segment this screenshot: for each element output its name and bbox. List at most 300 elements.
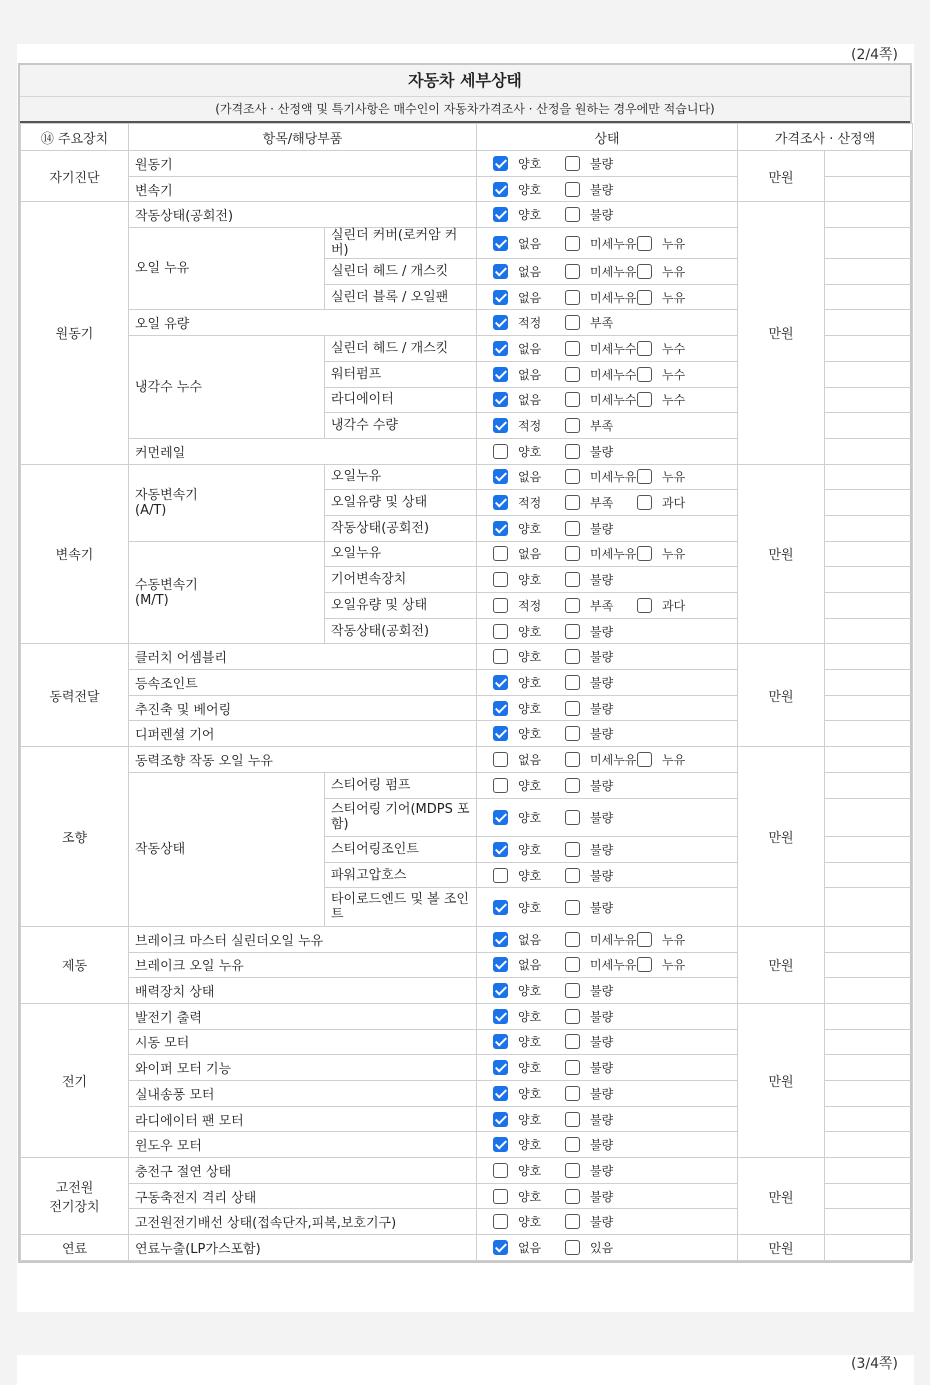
status-cell bbox=[477, 1235, 738, 1261]
item-cell: 등속조인트 bbox=[129, 670, 477, 696]
status-option bbox=[565, 597, 637, 614]
checked-checkbox-icon[interactable] bbox=[493, 341, 508, 356]
price-input-cell[interactable] bbox=[825, 862, 913, 888]
checked-checkbox-icon[interactable] bbox=[493, 1009, 508, 1024]
unchecked-checkbox-icon[interactable] bbox=[637, 932, 652, 947]
unchecked-checkbox-icon[interactable] bbox=[565, 932, 580, 947]
unchecked-checkbox-icon[interactable] bbox=[565, 572, 580, 587]
category-cell: 동력전달 bbox=[21, 644, 129, 747]
item-cell: 연료누출(LP가스포함) bbox=[129, 1235, 477, 1261]
price-input-cell[interactable] bbox=[825, 837, 913, 863]
status-option bbox=[493, 520, 565, 537]
checked-checkbox-icon[interactable] bbox=[493, 495, 508, 510]
price-input-cell[interactable] bbox=[825, 618, 913, 644]
status-cell bbox=[477, 151, 738, 177]
status-option bbox=[565, 1033, 637, 1050]
option-label: 미세누유 bbox=[590, 264, 637, 279]
unchecked-checkbox-icon[interactable] bbox=[565, 598, 580, 613]
status-option bbox=[493, 1162, 565, 1179]
item-cell: 시동 모터 bbox=[129, 1029, 477, 1055]
item-cell: 디퍼렌셜 기어 bbox=[129, 721, 477, 747]
status-option bbox=[493, 777, 565, 794]
unchecked-checkbox-icon[interactable] bbox=[565, 868, 580, 883]
checked-checkbox-icon[interactable] bbox=[493, 932, 508, 947]
unchecked-checkbox-icon[interactable] bbox=[565, 1009, 580, 1024]
status-option bbox=[493, 1239, 565, 1256]
price-unit-cell: 만원 bbox=[738, 747, 825, 927]
form-title: 자동차 세부상태 bbox=[20, 65, 910, 97]
status-option bbox=[493, 206, 565, 223]
status-option bbox=[493, 181, 565, 198]
option-label: 불량 bbox=[590, 521, 614, 536]
status-option bbox=[637, 366, 709, 383]
status-option bbox=[493, 1136, 565, 1153]
price-input-cell[interactable] bbox=[825, 202, 913, 228]
status-cell bbox=[477, 228, 738, 259]
unchecked-checkbox-icon[interactable] bbox=[565, 1137, 580, 1152]
option-label: 양호 bbox=[518, 573, 542, 588]
price-input-cell[interactable] bbox=[825, 284, 913, 310]
unchecked-checkbox-icon[interactable] bbox=[637, 264, 652, 279]
option-label: 있음 bbox=[590, 1240, 614, 1255]
checked-checkbox-icon[interactable] bbox=[493, 469, 508, 484]
unchecked-checkbox-icon[interactable] bbox=[565, 810, 580, 825]
unchecked-checkbox-icon[interactable] bbox=[637, 367, 652, 382]
sub-item-cell: 타이로드엔드 및 볼 조인트 bbox=[325, 888, 477, 927]
unchecked-checkbox-icon[interactable] bbox=[565, 726, 580, 741]
unchecked-checkbox-icon[interactable] bbox=[493, 624, 508, 639]
status-option bbox=[493, 700, 565, 717]
unchecked-checkbox-icon[interactable] bbox=[565, 649, 580, 664]
price-input-cell[interactable] bbox=[825, 670, 913, 696]
status-option bbox=[493, 155, 565, 172]
option-label: 불량 bbox=[590, 1086, 614, 1101]
price-input-cell[interactable] bbox=[825, 310, 913, 336]
price-input-cell[interactable] bbox=[825, 176, 913, 202]
unchecked-checkbox-icon[interactable] bbox=[565, 1112, 580, 1127]
sub-item-cell: 기어변속장치 bbox=[325, 567, 477, 593]
status-cell bbox=[477, 284, 738, 310]
option-label: 누유 bbox=[662, 236, 686, 251]
option-label: 불량 bbox=[590, 650, 614, 665]
checked-checkbox-icon[interactable] bbox=[493, 1240, 508, 1255]
unchecked-checkbox-icon[interactable] bbox=[565, 983, 580, 998]
status-cell bbox=[477, 1106, 738, 1132]
unchecked-checkbox-icon[interactable] bbox=[493, 572, 508, 587]
table-row bbox=[21, 151, 913, 177]
status-option bbox=[565, 1136, 637, 1153]
option-label: 양호 bbox=[518, 1086, 542, 1101]
status-option bbox=[637, 956, 709, 973]
option-label: 양호 bbox=[518, 650, 542, 665]
unchecked-checkbox-icon[interactable] bbox=[565, 315, 580, 330]
price-input-cell[interactable] bbox=[825, 747, 913, 773]
unchecked-checkbox-icon[interactable] bbox=[493, 752, 508, 767]
unchecked-checkbox-icon[interactable] bbox=[493, 546, 508, 561]
unchecked-checkbox-icon[interactable] bbox=[565, 367, 580, 382]
status-option bbox=[565, 956, 637, 973]
page-number: (2/4쪽) bbox=[851, 47, 898, 63]
checked-checkbox-icon[interactable] bbox=[493, 1086, 508, 1101]
price-input-cell[interactable] bbox=[825, 772, 913, 798]
checked-checkbox-icon[interactable] bbox=[493, 675, 508, 690]
unchecked-checkbox-icon[interactable] bbox=[637, 290, 652, 305]
option-label: 양호 bbox=[518, 727, 542, 742]
category-cell: 자기진단 bbox=[21, 151, 129, 202]
option-label: 없음 bbox=[518, 1240, 542, 1255]
price-unit-cell: 만원 bbox=[738, 644, 825, 747]
checked-checkbox-icon[interactable] bbox=[493, 842, 508, 857]
status-option bbox=[637, 263, 709, 280]
option-label: 양호 bbox=[518, 778, 542, 793]
unchecked-checkbox-icon[interactable] bbox=[565, 1214, 580, 1229]
status-option bbox=[565, 841, 637, 858]
price-input-cell[interactable] bbox=[825, 1235, 913, 1261]
status-option bbox=[565, 181, 637, 198]
price-input-cell[interactable] bbox=[825, 541, 913, 567]
status-cell bbox=[477, 387, 738, 413]
table-row bbox=[21, 1235, 913, 1261]
status-cell bbox=[477, 310, 738, 336]
page bbox=[17, 44, 914, 1312]
price-input-cell[interactable] bbox=[825, 1003, 913, 1029]
price-input-cell[interactable] bbox=[825, 695, 913, 721]
status-option bbox=[493, 443, 565, 460]
price-input-cell[interactable] bbox=[825, 228, 913, 259]
option-label: 부족 bbox=[590, 598, 614, 613]
price-input-cell[interactable] bbox=[825, 1132, 913, 1158]
status-cell bbox=[477, 1183, 738, 1209]
status-cell bbox=[477, 670, 738, 696]
unchecked-checkbox-icon[interactable] bbox=[565, 778, 580, 793]
unchecked-checkbox-icon[interactable] bbox=[565, 1240, 580, 1255]
item-cell: 고전원전기배선 상태(접속단자,피복,보호기구) bbox=[129, 1209, 477, 1235]
price-input-cell[interactable] bbox=[825, 1029, 913, 1055]
price-input-cell[interactable] bbox=[825, 567, 913, 593]
status-cell bbox=[477, 567, 738, 593]
checked-checkbox-icon[interactable] bbox=[493, 418, 508, 433]
price-input-cell[interactable] bbox=[825, 336, 913, 362]
status-option bbox=[565, 391, 637, 408]
option-label: 양호 bbox=[518, 1112, 542, 1127]
sub-item-cell: 실린더 블록 / 오일팬 bbox=[325, 284, 477, 310]
unchecked-checkbox-icon[interactable] bbox=[565, 1189, 580, 1204]
unchecked-checkbox-icon[interactable] bbox=[565, 624, 580, 639]
price-input-cell[interactable] bbox=[825, 593, 913, 619]
status-cell bbox=[477, 1132, 738, 1158]
item-group-cell: 작동상태 bbox=[129, 772, 325, 926]
option-label: 양호 bbox=[518, 842, 542, 857]
item-group-cell: 냉각수 누수 bbox=[129, 336, 325, 439]
option-label: 누수 bbox=[662, 393, 686, 408]
price-unit-cell: 만원 bbox=[738, 1158, 825, 1235]
unchecked-checkbox-icon[interactable] bbox=[565, 418, 580, 433]
status-option bbox=[493, 956, 565, 973]
sub-item-cell: 작동상태(공회전) bbox=[325, 515, 477, 541]
price-input-cell[interactable] bbox=[825, 413, 913, 439]
status-option bbox=[637, 391, 709, 408]
option-label: 미세누수 bbox=[590, 393, 637, 408]
status-cell bbox=[477, 695, 738, 721]
unchecked-checkbox-icon[interactable] bbox=[493, 649, 508, 664]
status-option bbox=[493, 545, 565, 562]
option-label: 미세누유 bbox=[590, 290, 637, 305]
checked-checkbox-icon[interactable] bbox=[493, 207, 508, 222]
unchecked-checkbox-icon[interactable] bbox=[493, 1214, 508, 1229]
status-option bbox=[565, 1111, 637, 1128]
unchecked-checkbox-icon[interactable] bbox=[637, 469, 652, 484]
unchecked-checkbox-icon[interactable] bbox=[565, 957, 580, 972]
unchecked-checkbox-icon[interactable] bbox=[565, 341, 580, 356]
unchecked-checkbox-icon[interactable] bbox=[493, 598, 508, 613]
status-cell bbox=[477, 259, 738, 285]
status-option bbox=[565, 366, 637, 383]
vehicle-detail-form bbox=[18, 63, 912, 1263]
option-label: 양호 bbox=[518, 1061, 542, 1076]
unchecked-checkbox-icon[interactable] bbox=[637, 598, 652, 613]
checked-checkbox-icon[interactable] bbox=[493, 1060, 508, 1075]
status-option bbox=[637, 235, 709, 252]
status-cell bbox=[477, 202, 738, 228]
status-option bbox=[565, 899, 637, 916]
status-cell bbox=[477, 464, 738, 490]
unchecked-checkbox-icon[interactable] bbox=[565, 1034, 580, 1049]
table-row bbox=[21, 926, 913, 952]
status-option bbox=[565, 571, 637, 588]
status-option bbox=[565, 725, 637, 742]
status-option bbox=[565, 867, 637, 884]
option-label: 적정 bbox=[518, 598, 542, 613]
checked-checkbox-icon[interactable] bbox=[493, 957, 508, 972]
status-option bbox=[493, 340, 565, 357]
sub-item-cell: 라디에이터 bbox=[325, 387, 477, 413]
status-option bbox=[493, 468, 565, 485]
unchecked-checkbox-icon[interactable] bbox=[637, 392, 652, 407]
unchecked-checkbox-icon[interactable] bbox=[637, 341, 652, 356]
status-option bbox=[565, 1059, 637, 1076]
table-header bbox=[21, 124, 913, 151]
status-cell bbox=[477, 336, 738, 362]
unchecked-checkbox-icon[interactable] bbox=[637, 236, 652, 251]
unchecked-checkbox-icon[interactable] bbox=[637, 495, 652, 510]
option-label: 양호 bbox=[518, 208, 542, 223]
unchecked-checkbox-icon[interactable] bbox=[565, 1163, 580, 1178]
unchecked-checkbox-icon[interactable] bbox=[493, 444, 508, 459]
price-input-cell[interactable] bbox=[825, 1158, 913, 1184]
status-option bbox=[493, 931, 565, 948]
unchecked-checkbox-icon[interactable] bbox=[565, 900, 580, 915]
category-cell: 고전원 전기장치 bbox=[21, 1158, 129, 1235]
status-option bbox=[637, 597, 709, 614]
option-label: 양호 bbox=[518, 868, 542, 883]
sub-item-cell: 실린더 헤드 / 개스킷 bbox=[325, 336, 477, 362]
status-option bbox=[493, 751, 565, 768]
price-input-cell[interactable] bbox=[825, 1106, 913, 1132]
price-input-cell[interactable] bbox=[825, 926, 913, 952]
unchecked-checkbox-icon[interactable] bbox=[565, 495, 580, 510]
unchecked-checkbox-icon[interactable] bbox=[565, 675, 580, 690]
option-label: 부족 bbox=[590, 316, 614, 331]
checked-checkbox-icon[interactable] bbox=[493, 156, 508, 171]
option-label: 없음 bbox=[518, 393, 542, 408]
checked-checkbox-icon[interactable] bbox=[493, 290, 508, 305]
price-input-cell[interactable] bbox=[825, 438, 913, 464]
unchecked-checkbox-icon[interactable] bbox=[637, 546, 652, 561]
status-option bbox=[565, 700, 637, 717]
price-input-cell[interactable] bbox=[825, 490, 913, 516]
table-row bbox=[21, 644, 913, 670]
status-option bbox=[493, 899, 565, 916]
price-input-cell[interactable] bbox=[825, 1055, 913, 1081]
option-label: 양호 bbox=[518, 1138, 542, 1153]
price-input-cell[interactable] bbox=[825, 721, 913, 747]
status-cell bbox=[477, 490, 738, 516]
category-cell: 원동기 bbox=[21, 202, 129, 464]
header-price: 가격조사 · 산정액 bbox=[738, 124, 913, 151]
unchecked-checkbox-icon[interactable] bbox=[493, 868, 508, 883]
price-input-cell[interactable] bbox=[825, 515, 913, 541]
checked-checkbox-icon[interactable] bbox=[493, 900, 508, 915]
status-option bbox=[493, 725, 565, 742]
price-input-cell[interactable] bbox=[825, 798, 913, 837]
status-option bbox=[565, 289, 637, 306]
status-option bbox=[493, 391, 565, 408]
status-option bbox=[565, 520, 637, 537]
option-label: 불량 bbox=[590, 1189, 614, 1204]
unchecked-checkbox-icon[interactable] bbox=[565, 1086, 580, 1101]
unchecked-checkbox-icon[interactable] bbox=[493, 1189, 508, 1204]
unchecked-checkbox-icon[interactable] bbox=[637, 957, 652, 972]
status-option bbox=[565, 1008, 637, 1025]
option-label: 불량 bbox=[590, 810, 614, 825]
checked-checkbox-icon[interactable] bbox=[493, 726, 508, 741]
option-label: 없음 bbox=[518, 290, 542, 305]
status-option bbox=[565, 545, 637, 562]
option-label: 불량 bbox=[590, 444, 614, 459]
price-input-cell[interactable] bbox=[825, 361, 913, 387]
item-group-cell: 자동변속기 (A/T) bbox=[129, 464, 325, 541]
item-cell: 구동축전지 격리 상태 bbox=[129, 1183, 477, 1209]
unchecked-checkbox-icon[interactable] bbox=[565, 752, 580, 767]
checked-checkbox-icon[interactable] bbox=[493, 810, 508, 825]
option-label: 불량 bbox=[590, 701, 614, 716]
price-input-cell[interactable] bbox=[825, 1209, 913, 1235]
price-input-cell[interactable] bbox=[825, 151, 913, 177]
price-input-cell[interactable] bbox=[825, 978, 913, 1004]
unchecked-checkbox-icon[interactable] bbox=[637, 752, 652, 767]
price-input-cell[interactable] bbox=[825, 387, 913, 413]
checked-checkbox-icon[interactable] bbox=[493, 392, 508, 407]
checked-checkbox-icon[interactable] bbox=[493, 1112, 508, 1127]
option-label: 누유 bbox=[662, 470, 686, 485]
status-cell bbox=[477, 952, 738, 978]
checked-checkbox-icon[interactable] bbox=[493, 521, 508, 536]
price-input-cell[interactable] bbox=[825, 464, 913, 490]
next-page bbox=[17, 1355, 914, 1385]
price-unit-cell: 만원 bbox=[738, 1235, 825, 1261]
price-input-cell[interactable] bbox=[825, 644, 913, 670]
header-status: 상태 bbox=[477, 124, 738, 151]
category-cell: 전기 bbox=[21, 1003, 129, 1157]
price-input-cell[interactable] bbox=[825, 1081, 913, 1107]
header-item: 항목/해당부품 bbox=[129, 124, 477, 151]
unchecked-checkbox-icon[interactable] bbox=[565, 156, 580, 171]
option-label: 누유 bbox=[662, 752, 686, 767]
unchecked-checkbox-icon[interactable] bbox=[565, 182, 580, 197]
status-cell bbox=[477, 413, 738, 439]
status-option bbox=[493, 841, 565, 858]
unchecked-checkbox-icon[interactable] bbox=[565, 392, 580, 407]
status-option bbox=[493, 494, 565, 511]
checked-checkbox-icon[interactable] bbox=[493, 236, 508, 251]
unchecked-checkbox-icon[interactable] bbox=[565, 842, 580, 857]
checked-checkbox-icon[interactable] bbox=[493, 264, 508, 279]
checked-checkbox-icon[interactable] bbox=[493, 1034, 508, 1049]
unchecked-checkbox-icon[interactable] bbox=[565, 701, 580, 716]
status-cell bbox=[477, 1209, 738, 1235]
unchecked-checkbox-icon[interactable] bbox=[565, 236, 580, 251]
checked-checkbox-icon[interactable] bbox=[493, 701, 508, 716]
checked-checkbox-icon[interactable] bbox=[493, 182, 508, 197]
option-label: 누수 bbox=[662, 367, 686, 382]
item-cell: 추진축 및 베어링 bbox=[129, 695, 477, 721]
sub-item-cell: 오일유량 및 상태 bbox=[325, 593, 477, 619]
unchecked-checkbox-icon[interactable] bbox=[565, 469, 580, 484]
status-option bbox=[493, 1111, 565, 1128]
unchecked-checkbox-icon[interactable] bbox=[493, 1163, 508, 1178]
price-input-cell[interactable] bbox=[825, 259, 913, 285]
option-label: 양호 bbox=[518, 444, 542, 459]
checked-checkbox-icon[interactable] bbox=[493, 983, 508, 998]
status-cell bbox=[477, 1003, 738, 1029]
option-label: 불량 bbox=[590, 1061, 614, 1076]
unchecked-checkbox-icon[interactable] bbox=[565, 546, 580, 561]
unchecked-checkbox-icon[interactable] bbox=[565, 264, 580, 279]
unchecked-checkbox-icon[interactable] bbox=[565, 1060, 580, 1075]
checked-checkbox-icon[interactable] bbox=[493, 1137, 508, 1152]
option-label: 없음 bbox=[518, 264, 542, 279]
option-label: 없음 bbox=[518, 547, 542, 562]
unchecked-checkbox-icon[interactable] bbox=[565, 207, 580, 222]
status-cell bbox=[477, 541, 738, 567]
status-option bbox=[493, 235, 565, 252]
status-option bbox=[637, 494, 709, 511]
option-label: 없음 bbox=[518, 236, 542, 251]
option-label: 없음 bbox=[518, 932, 542, 947]
status-option bbox=[493, 809, 565, 826]
option-label: 적정 bbox=[518, 316, 542, 331]
option-label: 양호 bbox=[518, 521, 542, 536]
option-label: 양호 bbox=[518, 900, 542, 915]
category-cell: 제동 bbox=[21, 926, 129, 1003]
status-cell bbox=[477, 176, 738, 202]
status-option bbox=[565, 777, 637, 794]
option-label: 불량 bbox=[590, 624, 614, 639]
status-cell bbox=[477, 721, 738, 747]
price-input-cell[interactable] bbox=[825, 952, 913, 978]
checked-checkbox-icon[interactable] bbox=[493, 315, 508, 330]
unchecked-checkbox-icon[interactable] bbox=[565, 444, 580, 459]
option-label: 불량 bbox=[590, 842, 614, 857]
price-input-cell[interactable] bbox=[825, 1183, 913, 1209]
unchecked-checkbox-icon[interactable] bbox=[565, 521, 580, 536]
unchecked-checkbox-icon[interactable] bbox=[493, 778, 508, 793]
option-label: 미세누유 bbox=[590, 547, 637, 562]
unchecked-checkbox-icon[interactable] bbox=[565, 290, 580, 305]
price-input-cell[interactable] bbox=[825, 888, 913, 927]
checked-checkbox-icon[interactable] bbox=[493, 367, 508, 382]
status-cell bbox=[477, 515, 738, 541]
